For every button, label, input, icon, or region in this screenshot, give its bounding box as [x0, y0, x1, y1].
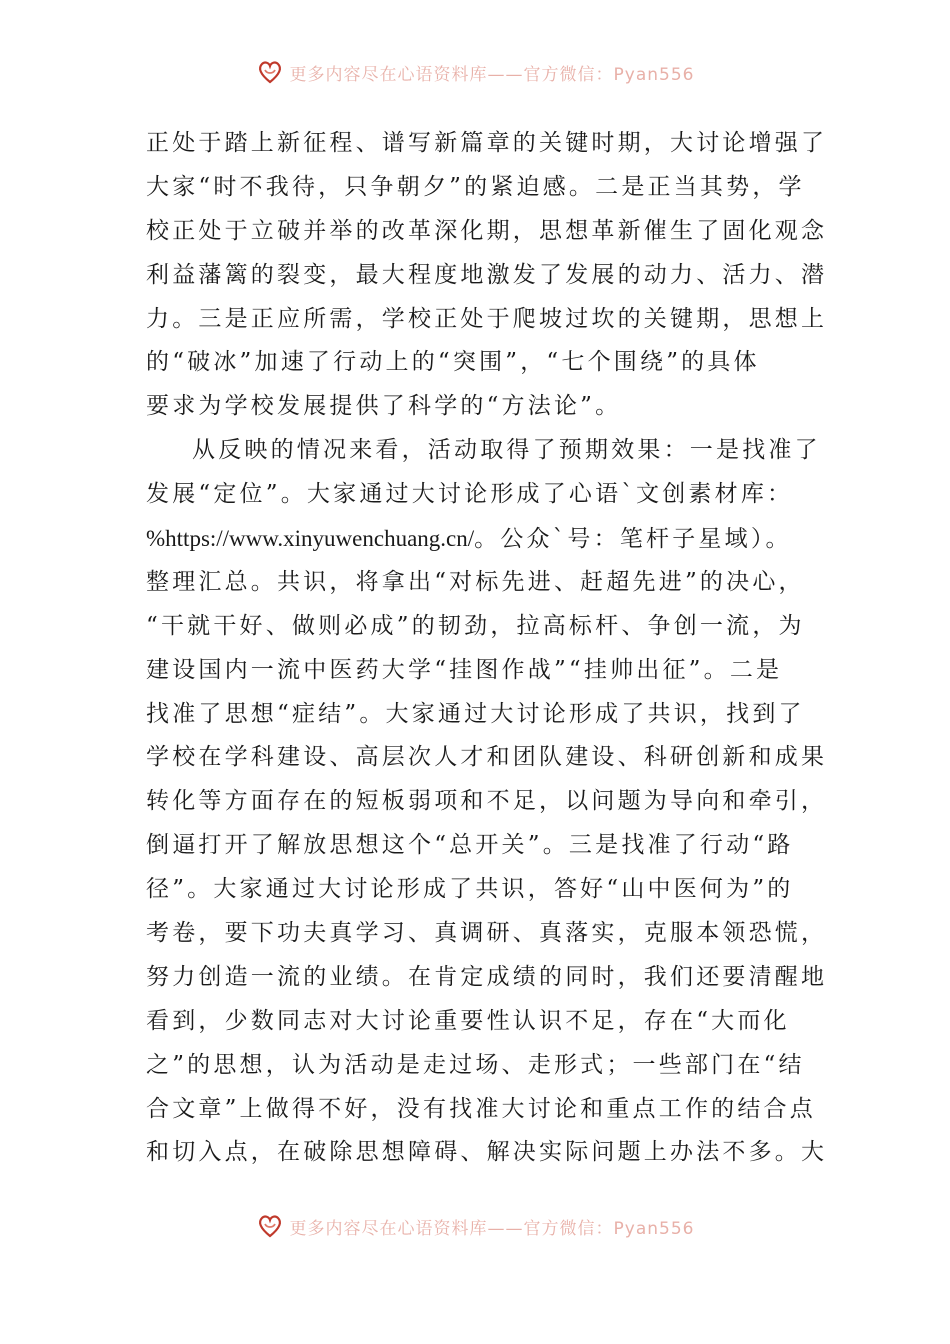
text-line: 发展“定位”。大家通过大讨论形成了心语`文创素材库：: [146, 481, 794, 508]
paragraph-1: [146, 122, 828, 429]
watermark-text: 更多内容尽在心语资料库——官方微信：Pyan556: [289, 1218, 695, 1239]
text-line: 大家“时不我待，只争朝夕”的紧迫感。二是正当其势，学: [146, 173, 805, 200]
text-line: 看到，少数同志对大讨论重要性认识不足，存在“大而化: [146, 1007, 790, 1034]
text-line: 径”。大家通过大讨论形成了共识，答好“山中医何为”的: [146, 876, 794, 903]
paragraph-2: [146, 429, 828, 1175]
document-body: [146, 122, 828, 1175]
text-line: 倒逼打开了解放思想这个“总开关”。三是找准了行动“路: [146, 832, 794, 859]
text-line: 利益藩篱的裂变，最大程度地激发了发展的动力、活力、潜: [146, 261, 828, 288]
text-line: 和切入点，在破除思想障碍、解决实际问题上办法不多。大: [146, 1139, 828, 1166]
url-text: %https://www.xinyuwenchuang.cn/: [146, 526, 475, 552]
heart-logo-icon: [256, 1212, 284, 1240]
text-line: 合文章”上做得不好，没有找准大讨论和重点工作的结合点: [146, 1095, 816, 1122]
url-line-tail: 。公众`号：笔杆子星域）。: [474, 526, 792, 553]
text-line: 考卷，要下功夫真学习、真调研、真落实，克服本领恐慌，: [146, 920, 828, 947]
text-line: “干就干好、做则必成”的韧劲，拉高标杆、争创一流，为: [146, 612, 805, 639]
text-line: 要求为学校发展提供了科学的“方法论”。: [146, 393, 622, 420]
text-line: 学校在学科建设、高层次人才和团队建设、科研创新和成果: [146, 744, 828, 771]
text-line: 之”的思想，认为活动是走过场、走形式；一些部门在“结: [146, 1051, 805, 1078]
text-line: 努力创造一流的业绩。在肯定成绩的同时，我们还要清醒地: [146, 963, 828, 990]
text-line: 找准了思想“症结”。大家通过大讨论形成了共识，找到了: [146, 700, 805, 727]
url-line: [146, 517, 810, 561]
text-line: 转化等方面存在的短板弱项和不足，以问题为导向和牵引，: [146, 788, 828, 815]
header-watermark: [0, 52, 950, 92]
text-line: 整理汇总。共识，将拿出“对标先进、赶超先进”的决心，: [146, 568, 805, 595]
heart-logo-icon: [256, 58, 284, 86]
text-line: 从反映的情况来看，活动取得了预期效果：一是找准了: [192, 437, 821, 464]
text-line: 校正处于立破并举的改革深化期，思想革新催生了固化观念: [146, 217, 828, 244]
text-line: 建设国内一流中医药大学“挂图作战”“挂帅出征”。二是: [146, 656, 783, 683]
text-line: 力。三是正应所需，学校正处于爬坡过坎的关键期，思想上: [146, 305, 828, 332]
text-line: 正处于踏上新征程、谱写新篇章的关键时期，大讨论增强了: [146, 130, 828, 156]
text-line: 的“破冰”加速了行动上的“突围”，“七个围绕”的具体: [146, 349, 760, 376]
footer-watermark: [0, 1206, 950, 1246]
watermark-text: 更多内容尽在心语资料库——官方微信：Pyan556: [289, 64, 695, 85]
